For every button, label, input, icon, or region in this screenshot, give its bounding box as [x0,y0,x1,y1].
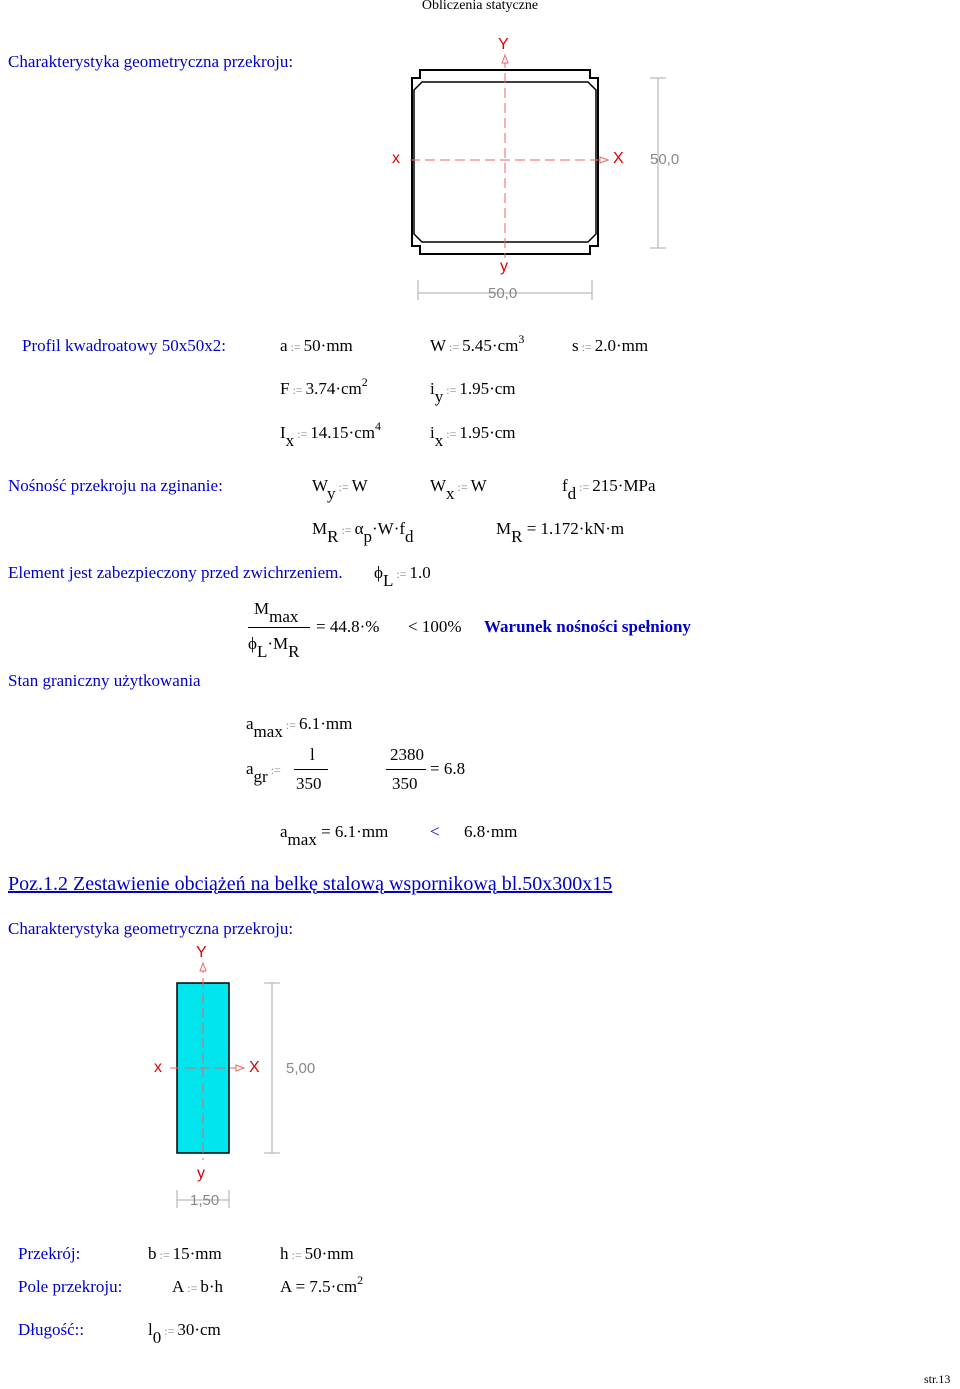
axis2-y-label: y [197,1165,205,1182]
bending-Wx-symbol: W [430,476,447,495]
param-iy-symbol: i [430,379,435,398]
final-limit: 6.8·mm [464,822,518,841]
check-compare: < 100% [408,617,462,636]
bending-fd-symbol: f [562,476,568,495]
agr-subscript: gr [253,767,268,786]
check-den-M: ·M [267,634,289,653]
param-W: W := $5.45\cdot cm^3$ [430,332,525,355]
check-den-phi-subscript: L [256,642,268,661]
amax-def: amax := 6.1·mm [246,714,353,741]
param-iy-value: 1.95·cm [459,379,516,398]
phiL-symbol: ϕ [374,563,383,582]
check-verdict: Warunek nośności spełniony [484,617,691,636]
phiL-subscript: L [382,571,394,590]
axis-X-label: X [613,150,624,167]
bending-MR-def: MR := αp·W·fd [312,519,414,546]
check-num-subscript: max [269,607,299,626]
pole-label: Pole przekroju: [18,1277,123,1296]
check-den-M-subscript: R [288,642,300,661]
param-A-definition: b·h [200,1277,224,1296]
agr-letter: a [246,759,254,778]
amax-symbol: a [246,714,254,733]
bending-Wx: Wx := W [430,476,487,503]
section-heading: Charakterystyka geometryczna przekroju: [8,52,294,71]
agr-symbol: agr := [246,759,281,786]
bending-Wy-value: W [351,476,368,495]
param-W-value: 5.45·cm [462,336,519,355]
dim-height-label: 50,0 [650,151,680,168]
param-W-symbol: W [430,336,447,355]
axis2-Y-label: Y [196,944,207,961]
MR-symbol: M [312,519,328,538]
param-h: h := 50·mm [280,1244,354,1263]
param-Ix-value: 14.15·cm [310,423,375,442]
axis2-X-label: X [249,1059,260,1076]
agr-numerator: l [310,745,315,764]
dim2-width-label: 1,50 [190,1192,220,1209]
dim-width-label: 50,0 [488,285,518,302]
param-A-result [280,1273,364,1297]
bending-fd-value: 215·MPa [592,476,656,495]
MR-def-rest: ·W·f [372,519,406,538]
param-ix-symbol: i [430,423,435,442]
MR-alpha: α [354,519,364,538]
param-A-symbol: A [172,1277,185,1296]
MR-result-symbol: M [496,519,512,538]
frac2-result: = 6.8 [430,759,466,778]
param-F-exponent: 2 [361,375,368,389]
amax-value: 6.1·mm [298,714,353,733]
param-F: F := $3.74\cdot cm^2$ [280,375,368,398]
final-a-subscript: max [287,830,317,849]
MR-def-rest-subscript: d [405,527,414,546]
param-a-value: 50·mm [303,336,353,355]
param-Ix-subscript: x [285,431,295,450]
param-a-symbol: a [280,336,288,355]
param-h-symbol: h [280,1244,289,1263]
frac2-denominator: 350 [392,774,418,793]
page-header: Obliczenia statyczne [421,0,539,13]
bending-Wx-value: W [470,476,487,495]
MR-result-value: = 1.172·kN·m [526,519,625,538]
przekroj-label: Przekrój: [18,1244,81,1263]
param-ix-value: 1.95·cm [459,423,516,442]
param-A-result-value: A = 7.5·cm [280,1277,358,1296]
axis-Y-label: Y [498,36,509,53]
param-F-value: 3.74·cm [305,379,362,398]
bending-label: Nośność przekroju na zginanie: [8,476,223,495]
param-A-def: A := b·h [172,1277,224,1296]
phiL: ϕL := 1.0 [374,563,431,590]
page-number: str.13 [924,1372,951,1386]
agr-denominator: 350 [296,774,322,793]
param-ix: ix := 1.95·cm [430,423,516,450]
param-s-value: 2.0·mm [594,336,649,355]
serviceability-label: Stan graniczny użytkowania [8,671,201,690]
final-a-symbol: a [280,822,288,841]
profile-label: Profil kwadroatowy 50x50x2: [22,336,226,355]
param-h-value: 50·mm [304,1244,354,1263]
param-l0-symbol: l [148,1320,153,1339]
param-l0: l0 := 30·cm [148,1320,221,1347]
param-iy: iy := 1.95·cm [430,379,516,406]
bending-Wx-subscript: x [446,484,455,503]
axis-x-label: x [392,150,400,167]
MR-result-subscript: R [511,527,523,546]
param-s: s := 2.0·mm [572,336,649,355]
bending-Wy-symbol: W [312,476,328,495]
axis2-x-label: x [154,1059,162,1076]
axis-y-label: y [500,258,508,275]
amax-subscript: max [253,722,283,741]
param-b-symbol: b [148,1244,157,1263]
check-den-phi: ϕ [248,634,257,653]
param-l0-subscript: 0 [152,1328,162,1347]
bending-Wy-subscript: y [327,484,336,503]
param-l0-value: 30·cm [177,1320,221,1339]
param-Ix-exponent: 4 [374,419,381,433]
param-W-exponent: 3 [518,332,525,346]
param-b-value: 15·mm [172,1244,222,1263]
dlugosc-label: Długość:: [18,1320,85,1339]
dim2-height-label: 5,00 [286,1060,316,1077]
param-iy-subscript: y [434,387,444,406]
bending-fd: fd := 215·MPa [562,476,656,503]
bending-Wy: Wy := W [312,476,368,503]
final-a-value: = 6.1·mm [321,822,389,841]
param-b: b := 15·mm [148,1244,222,1263]
param-F-symbol: F [280,379,290,398]
section2-title: Poz.1.2 Zestawienie obciążeń na belkę stalową wspornikową bl.50x300x15 [8,873,613,895]
section2-heading: Charakterystyka geometryczna przekroju: [8,919,294,938]
phiL-value: 1.0 [409,563,431,582]
frac2-numerator: 2380 [390,745,424,764]
param-Ix: Ix := $14.15\cdot cm^4$ [280,419,381,450]
param-A-exponent: 2 [357,1273,364,1287]
param-s-symbol: s [572,336,579,355]
final-compare: < [430,822,440,841]
MR-alpha-subscript: p [363,527,372,546]
check-result: = 44.8·% [316,617,380,636]
stability-label: Element jest zabezpieczony przed zwichrzeniem. [8,563,343,582]
MR-subscript: R [327,527,339,546]
check-num-symbol: M [254,599,270,618]
param-Ix-symbol: I [280,423,286,442]
param-ix-subscript: x [434,431,444,450]
param-a: a := 50·mm [280,336,353,355]
bending-fd-subscript: d [567,484,577,503]
